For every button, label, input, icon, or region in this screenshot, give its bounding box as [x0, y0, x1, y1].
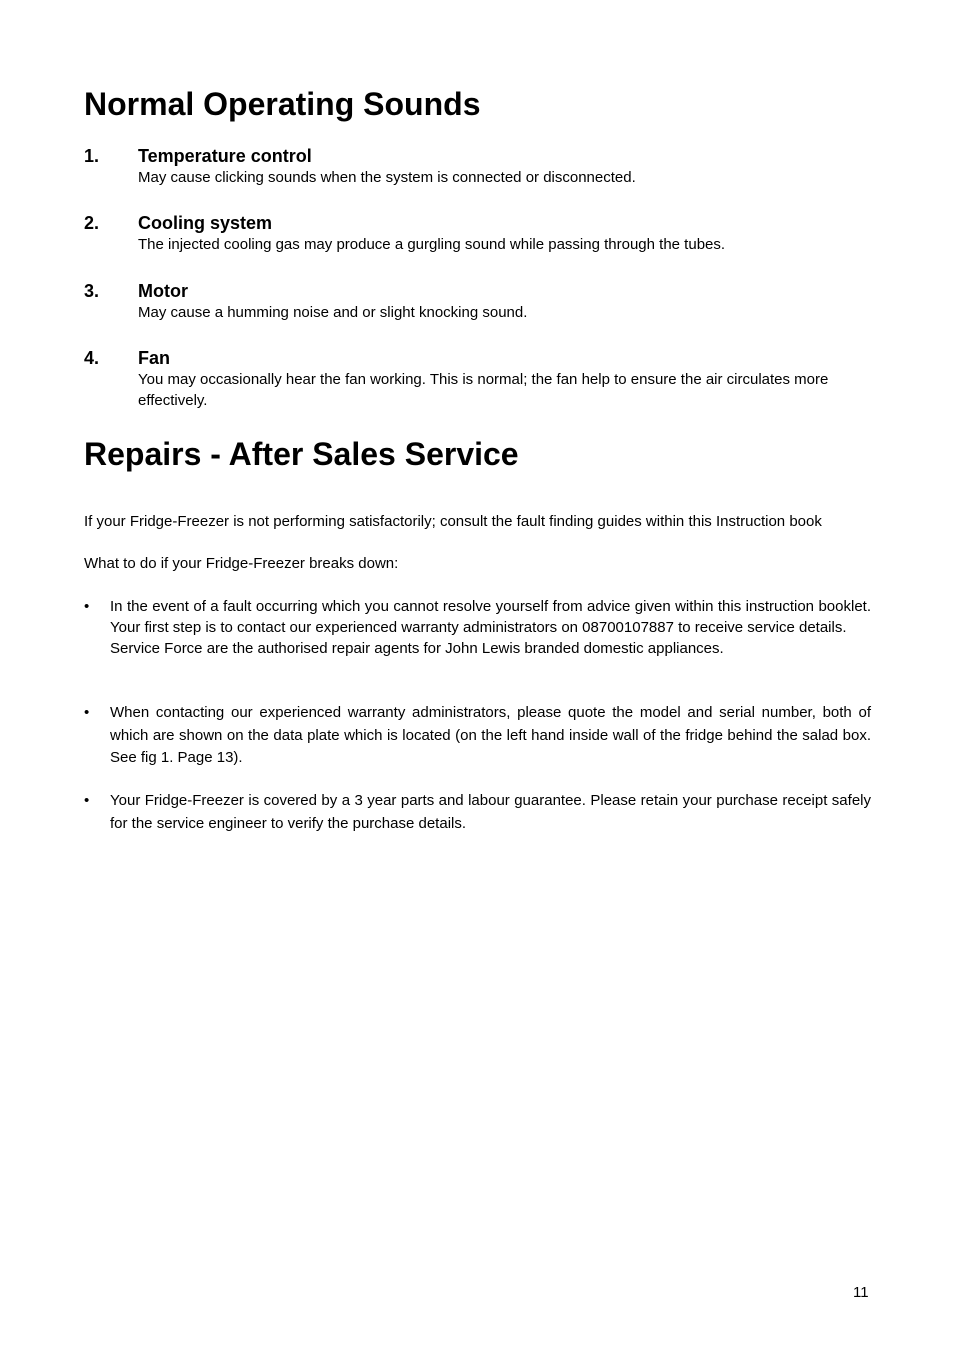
bullet-icon: • — [84, 598, 90, 615]
item-number: 4. — [84, 348, 100, 368]
section-title-normal-operating-sounds: Normal Operating Sounds — [84, 86, 481, 122]
bullet-text — [110, 596, 871, 659]
item-description: May cause a humming noise and or slight knocking sound. — [138, 304, 528, 321]
page-number: 11 — [853, 1284, 869, 1301]
item-description: May cause clicking sounds when the system is connected or disconnected. — [138, 169, 636, 186]
item-description: You may occasionally hear the fan working. This is normal; the fan help to ensure the air circulates more effectively. — [138, 371, 829, 409]
item-title: Cooling system — [138, 213, 273, 233]
bullet-text: Your Fridge-Freezer is covered by a 3 year parts and labour guarantee. Please retain your purchase receipt safely for the service engineer to verify the purchase details. — [110, 792, 871, 832]
bullet-body: In the event of a fault occurring which you cannot resolve yourself from advice given within this instruction booklet. Your first step is to contact our experienced warranty administrators on 08700107887 to receive service details. — [110, 598, 871, 636]
bullet-extra-text: Service Force are the authorised repair agents for John Lewis branded domestic appliances. — [110, 640, 724, 657]
item-number: 1. — [84, 146, 100, 166]
item-description: The injected cooling gas may produce a gurgling sound while passing through the tubes. — [138, 236, 726, 253]
bullet-text: When contacting our experienced warranty administrators, please quote the model and serial number, both of which are shown on the data plate which is located (on the left hand inside wall of the fridge behind the salad box. See fig 1. Page 13). — [110, 704, 871, 766]
item-title: Motor — [138, 281, 188, 301]
section-title-repairs: Repairs - After Sales Service — [84, 436, 519, 472]
lead-paragraph: What to do if your Fridge-Freezer breaks down: — [84, 555, 399, 572]
bullet-icon: • — [84, 792, 90, 809]
intro-paragraph: If your Fridge-Freezer is not performing satisfactorily; consult the fault finding guides within this Instruction book — [84, 513, 822, 530]
item-number: 2. — [84, 213, 100, 233]
item-title: Fan — [138, 348, 171, 368]
item-title: Temperature control — [138, 146, 312, 166]
bullet-icon: • — [84, 704, 90, 721]
item-number: 3. — [84, 281, 100, 301]
